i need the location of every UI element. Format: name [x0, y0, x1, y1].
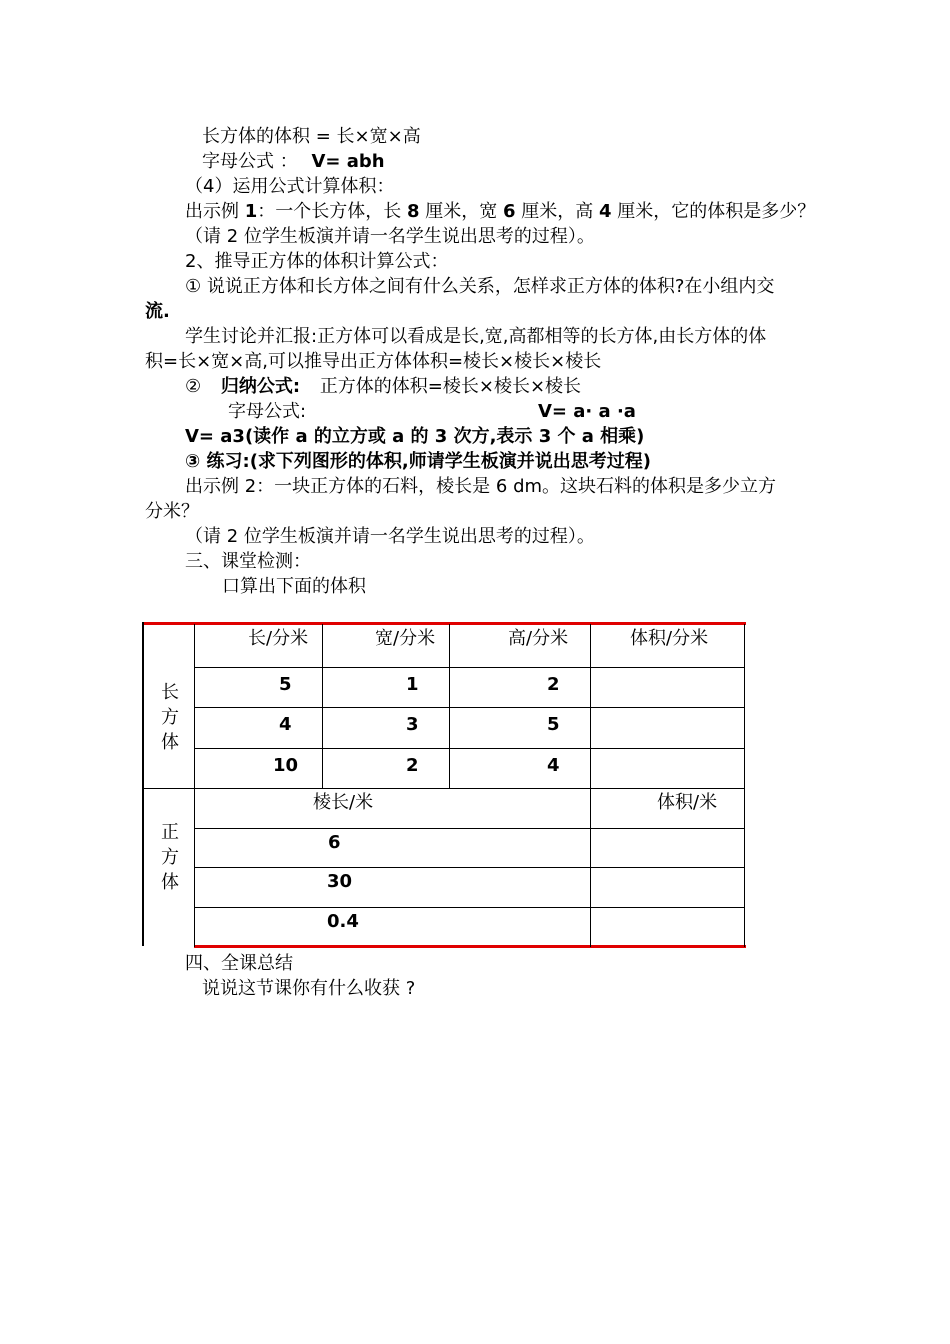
discussion-prompt: ① 说说正方体和长方体之间有什么关系，怎样求正方体的体积?在小组内交 — [185, 276, 775, 297]
example-1-line — [185, 200, 815, 224]
cuboid-r3-width: 2 — [406, 755, 419, 776]
induce-number: ② — [185, 376, 202, 397]
header-length: 长/分米 — [248, 628, 309, 649]
example-1-number: 1 — [244, 201, 258, 222]
cuboid-r2-height: 5 — [547, 714, 560, 735]
mental-calc-instruction: 口算出下面的体积 — [222, 576, 366, 597]
header-height: 高/分米 — [508, 628, 569, 649]
board-instruction-1: （请 2 位学生板演并请一名学生说出思考的过程）。 — [185, 226, 595, 247]
example-1-length: 8 — [407, 201, 420, 222]
example-1-text-d: 厘米，它的体积是多少？ — [611, 201, 816, 222]
cube-group-label — [158, 820, 182, 895]
induce-formula-line — [185, 375, 581, 399]
example-1-text-c: 厘米，高 — [515, 201, 599, 222]
section-3-heading: 三、课堂检测： — [185, 551, 311, 572]
cuboid-r1-length: 5 — [279, 674, 292, 695]
student-report: 学生讨论并汇报:正方体可以看成是长,宽,高都相等的长方体,由长方体的体 — [185, 326, 767, 347]
cuboid-r2-length: 4 — [279, 714, 292, 735]
example-1-prefix: 出示例 — [185, 201, 245, 222]
header-volume: 体积/分米 — [630, 628, 709, 649]
induce-text: 正方体的体积=棱长×棱长×棱长 — [319, 376, 582, 397]
table-section-line — [142, 788, 744, 789]
letter-formula-line — [202, 150, 385, 174]
cube-label-char: 体 — [161, 872, 179, 893]
cube-letter-formula: V= a· a ·a — [538, 401, 636, 422]
table-bottom-border — [194, 945, 746, 948]
cube-letter-label: 字母公式: — [228, 401, 307, 422]
cube-r2-edge: 30 — [327, 871, 353, 892]
cube-formula-explanation: V= a3(读作 a 的立方或 a 的 3 次方,表示 3 个 a 相乘) — [185, 426, 645, 447]
table-row-line — [194, 748, 744, 749]
table-left-border — [142, 622, 144, 946]
header-width: 宽/分米 — [375, 628, 436, 649]
table-top-border — [143, 622, 746, 625]
table-row-line — [194, 667, 744, 668]
table-row-line — [194, 907, 744, 908]
cuboid-volume-formula: 长方体的体积 = 长×宽×高 — [202, 126, 421, 147]
example-1-width: 6 — [502, 201, 516, 222]
cuboid-r3-height: 4 — [547, 755, 560, 776]
table-right-border — [744, 624, 745, 947]
example-1-text-b: 厘米，宽 — [419, 201, 503, 222]
letter-formula-value: V= abh — [311, 151, 385, 172]
cuboid-r1-width: 1 — [406, 674, 419, 695]
cube-r1-edge: 6 — [328, 832, 341, 853]
example-1-text-a: ：一个长方体，长 — [257, 201, 407, 222]
induce-label: 归纳公式: — [220, 376, 301, 397]
cuboid-label-char: 体 — [161, 732, 179, 753]
table-col-line — [590, 624, 591, 947]
header-edge-length: 棱长/米 — [313, 792, 374, 813]
header-cube-volume: 体积/米 — [657, 792, 718, 813]
section-4-heading: 四、全课总结 — [185, 953, 293, 974]
practice-instruction: ③ 练习:(求下列图形的体积,师请学生板演并说出思考过程) — [185, 451, 651, 472]
example-1-height: 4 — [598, 201, 612, 222]
step-4-heading: （4）运用公式计算体积： — [185, 176, 395, 197]
discussion-prompt-cont: 流. — [145, 301, 170, 322]
cuboid-label-char: 方 — [161, 707, 179, 728]
board-instruction-2: （请 2 位学生板演并请一名学生说出思考的过程）。 — [185, 526, 595, 547]
example-2-line: 出示例 2：一块正方体的石料，棱长是 6 dm。这块石料的体积是多少立方 — [185, 476, 777, 497]
table-row-line — [194, 828, 744, 829]
example-2-line-cont: 分米？ — [145, 501, 199, 522]
cuboid-r2-width: 3 — [406, 714, 419, 735]
cube-label-char: 正 — [161, 822, 179, 843]
cuboid-r3-length: 10 — [273, 755, 299, 776]
cuboid-group-label — [158, 680, 182, 755]
letter-formula-label: 字母公式 ： — [202, 151, 298, 172]
table-col-line — [194, 624, 195, 947]
table-row-line — [194, 867, 744, 868]
table-row-line — [194, 707, 744, 708]
cube-r3-edge: 0.4 — [327, 911, 359, 932]
cube-label-char: 方 — [161, 847, 179, 868]
student-report-cont: 积=长×宽×高,可以推导出正方体体积=棱长×棱长×棱长 — [145, 351, 602, 372]
section-2-heading: 2、推导正方体的体积计算公式： — [185, 251, 449, 272]
cuboid-r1-height: 2 — [547, 674, 560, 695]
summary-question: 说说这节课你有什么收获 ? — [202, 978, 416, 999]
cuboid-label-char: 长 — [161, 682, 179, 703]
